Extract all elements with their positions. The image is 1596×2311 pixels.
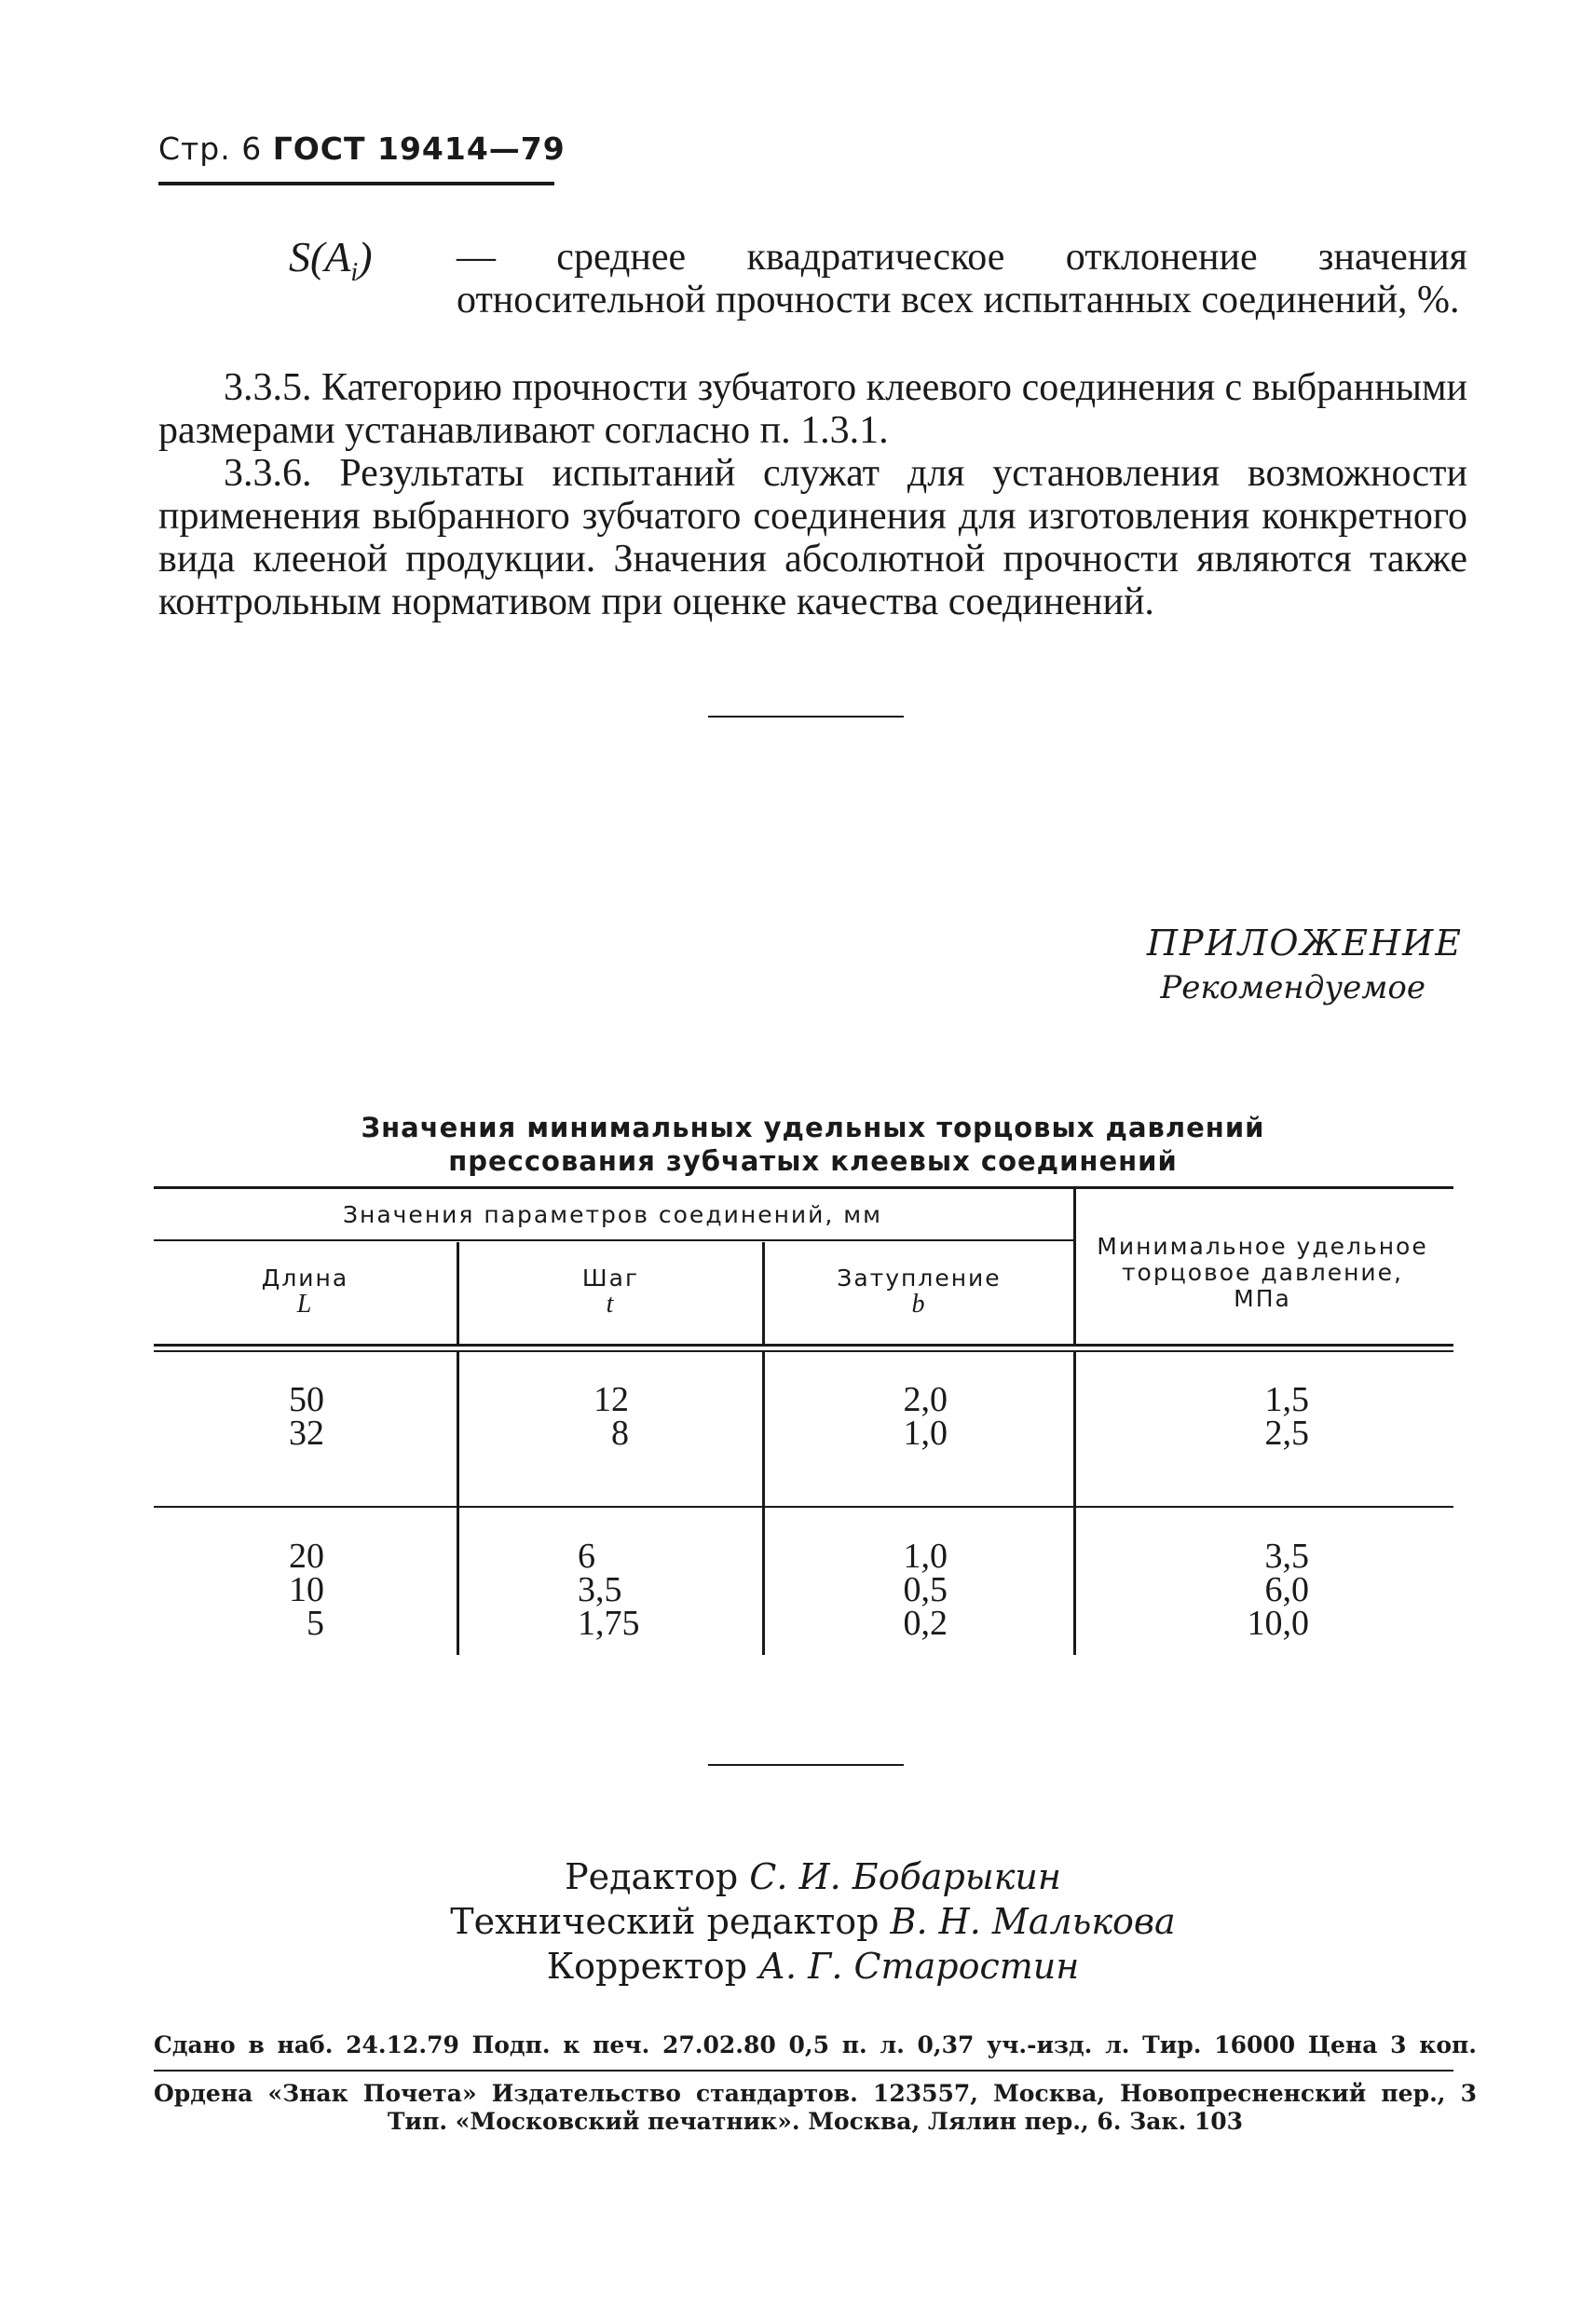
group-header: Значения параметров соединений, мм [342, 1201, 883, 1228]
table-top-rule [154, 1186, 1453, 1189]
group2-step: 6 3,5 1,75 [578, 1537, 640, 1643]
imprint-line-1: Сдано в наб. 24.12.79 Подп. к печ. 27.02.80 0,5 п. л. 0,37 уч.-изд. л. Тир. 16000 Цена 3 коп. [154, 2031, 1477, 2058]
group2-blunt: 1,0 0,5 0,2 [903, 1537, 948, 1643]
appendix-title: ПРИЛОЖЕНИЕ [1146, 923, 1463, 964]
paragraph-3-3-6: 3.3.6. Результаты испытаний служат для установления возможности применения выбранного зубчатого соединения для изготовления конкретного вида клееной продукции. Значения абсолютной прочности являются также контрольным нормативом при оценке качества соединений. [158, 452, 1467, 623]
group2-length: 20 10 5 [289, 1537, 324, 1643]
page-number: Стр. 6 [158, 130, 263, 167]
definition-text: — среднее квадратическое отклонение значения относительной прочности всех испытанных соединений, %. [457, 236, 1467, 321]
header-bottom-rule [154, 1344, 1453, 1347]
col-header-length: Длина L [261, 1265, 349, 1319]
credit-corrector: Корректор А. Г. Старостин [546, 1946, 1080, 1987]
standard-code: ГОСТ 19414—79 [272, 130, 566, 167]
table-caption: Значения минимальных удельных торцовых давлений прессования зубчатых клеевых соединений [361, 1112, 1265, 1177]
header-rule [158, 182, 554, 185]
definition-symbol: $S(A_i)$ [289, 233, 373, 288]
page-header [158, 130, 566, 167]
section-separator [708, 716, 904, 718]
header-bottom-rule-2 [154, 1350, 1453, 1352]
group1-pressure: 1,5 2,5 [1264, 1380, 1309, 1453]
col-divider-2 [762, 1352, 765, 1655]
group1-blunt: 2,0 1,0 [903, 1380, 948, 1453]
group1-length: 50 32 [289, 1380, 324, 1453]
imprint-line-3: Тип. «Московский печатник». Москва, Лялин пер., 6. Зак. 103 [387, 2108, 1244, 2135]
table-end-separator [708, 1764, 904, 1766]
group1-step: 12 8 [593, 1380, 629, 1453]
credit-tech-editor: Технический редактор В. Н. Малькова [450, 1901, 1176, 1942]
col-header-pressure: Минимальное удельное торцовое давление, МПа [1097, 1233, 1428, 1312]
imprint-rule [154, 2070, 1453, 2072]
col-header-step: Шаг t [581, 1265, 640, 1319]
paragraph-3-3-5: 3.3.5. Категорию прочности зубчатого клеевого соединения с выбранными размерами устанавливают согласно п. 1.3.1. [158, 366, 1467, 452]
group2-pressure: 3,5 6,0 10,0 [1247, 1537, 1309, 1643]
imprint-line-2: Ордена «Знак Почета» Издательство стандартов. 123557, Москва, Новопресненский пер., 3 [154, 2080, 1477, 2107]
group-separator-rule [154, 1506, 1453, 1508]
col-divider-3 [1073, 1352, 1076, 1655]
credit-editor: Редактор С. И. Бобарыкин [565, 1856, 1061, 1897]
group-header-rule [154, 1239, 1076, 1241]
col-header-blunt: Затупление b [837, 1265, 1002, 1319]
credits [158, 1854, 1467, 1989]
appendix-subtitle: Рекомендуемое [1160, 969, 1425, 1006]
col-divider-1 [457, 1352, 459, 1655]
